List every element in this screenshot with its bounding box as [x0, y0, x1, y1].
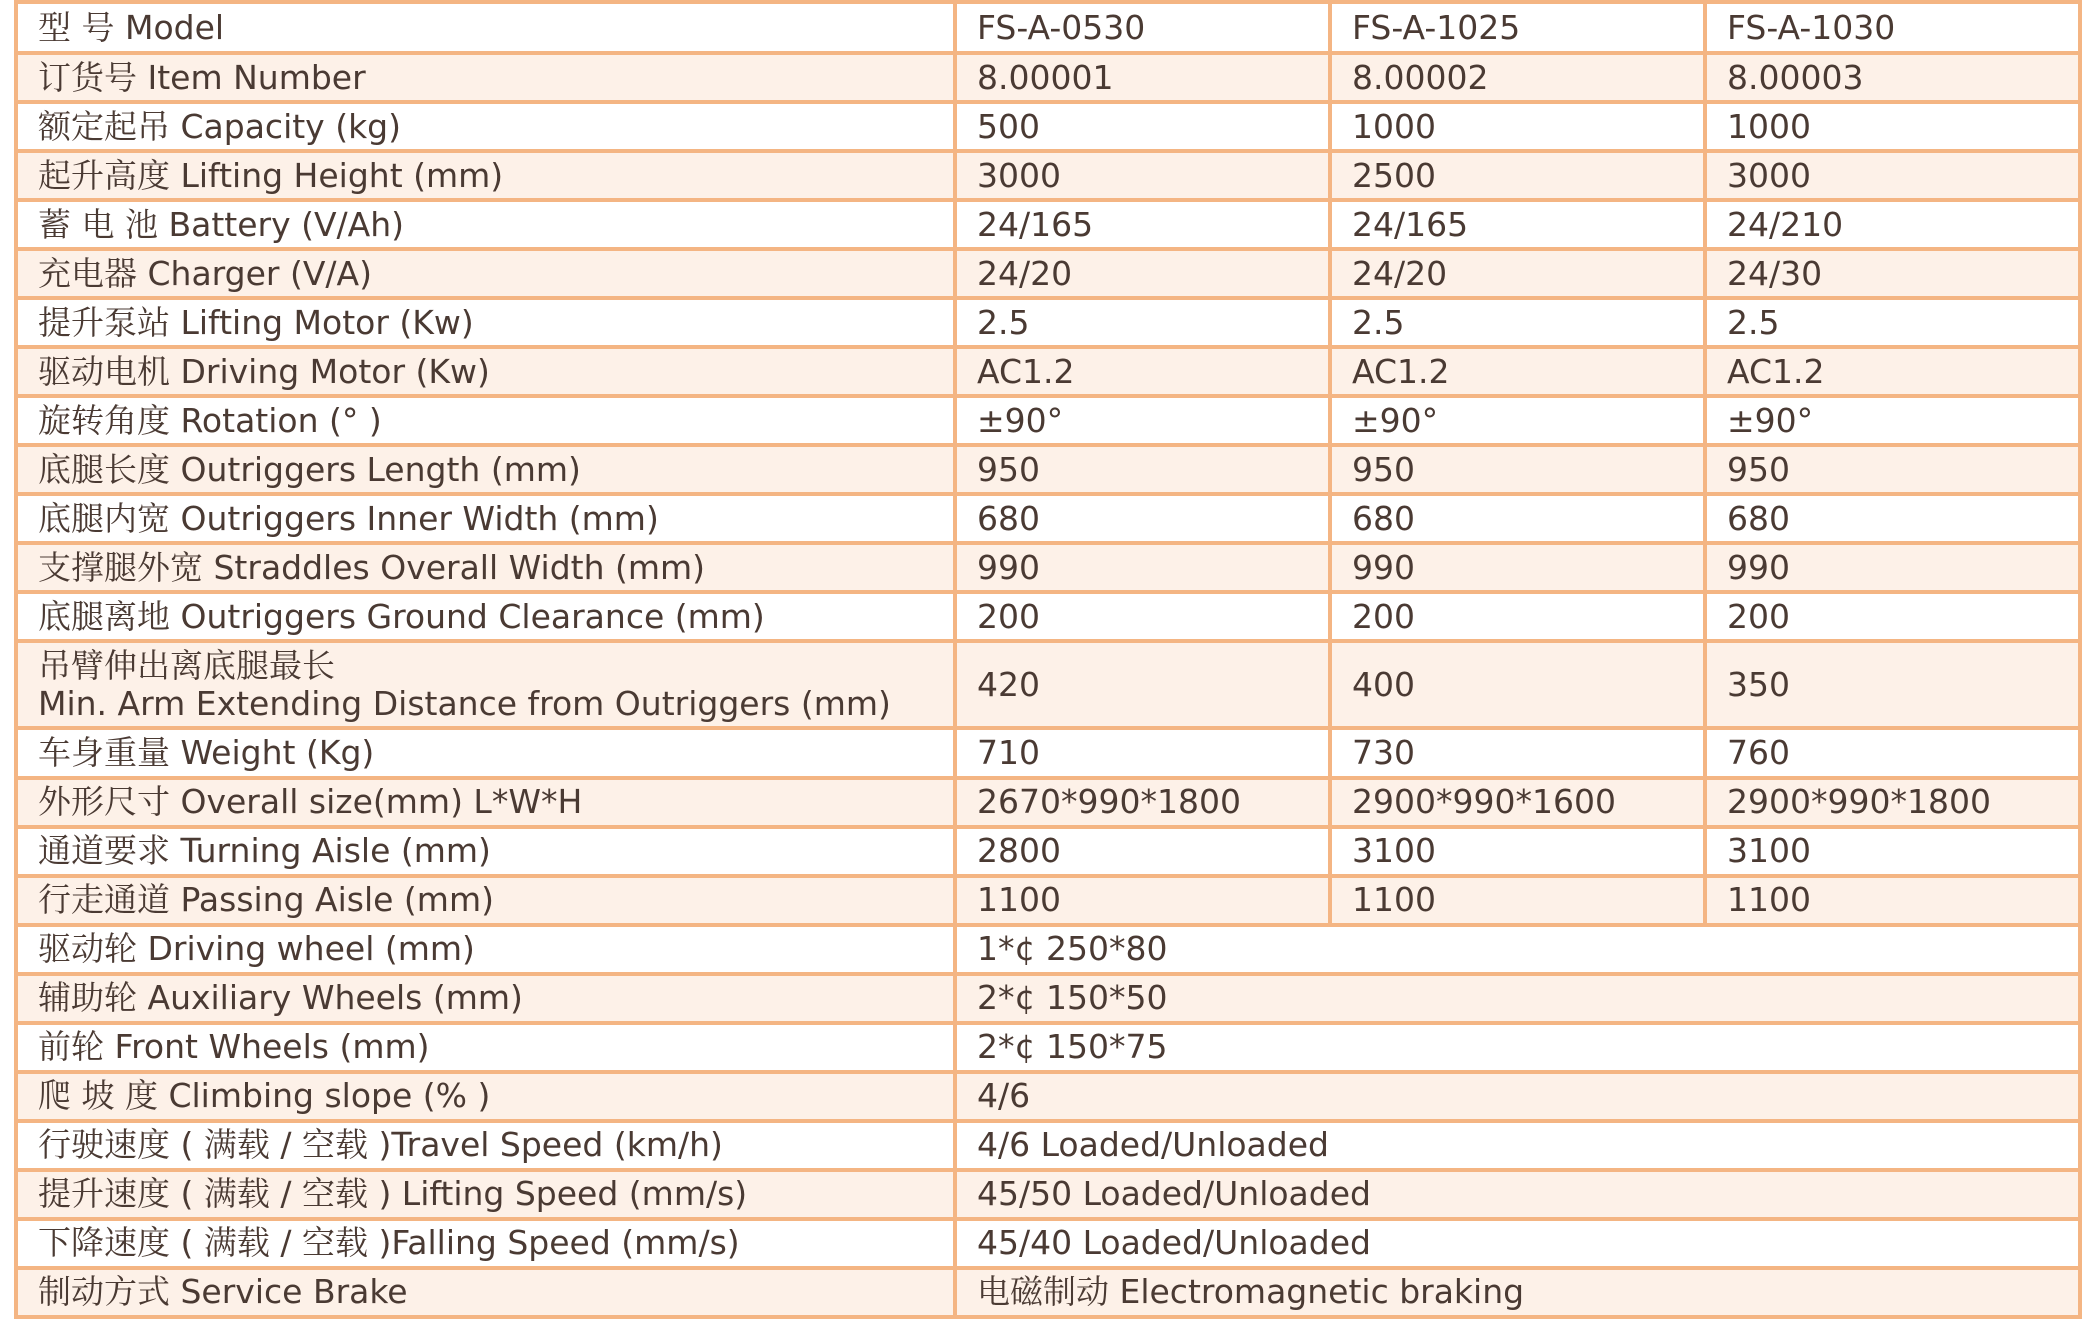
- cell-value: ±90°: [1705, 396, 2080, 445]
- cell-value: AC1.2: [1705, 347, 2080, 396]
- cell-value: 24/30: [1705, 249, 2080, 298]
- cell-value: 760: [1705, 728, 2080, 777]
- row-label: 支撑腿外宽 Straddles Overall Width (mm): [16, 543, 955, 592]
- table-row: [16, 592, 2080, 641]
- cell-value: 45/40 Loaded/Unloaded: [955, 1219, 2080, 1268]
- table-row: [16, 876, 2080, 925]
- cell-value: 990: [1330, 543, 1705, 592]
- row-label: 爬 坡 度 Climbing slope (% ): [16, 1072, 955, 1121]
- cell-value: 2500: [1330, 151, 1705, 200]
- row-label: 蓄 电 池 Battery (V/Ah): [16, 200, 955, 249]
- table-row: [16, 249, 2080, 298]
- row-label: 底腿长度 Outriggers Length (mm): [16, 445, 955, 494]
- model-name: FS-A-1025: [1330, 2, 1705, 53]
- row-label: 提升泵站 Lifting Motor (Kw): [16, 298, 955, 347]
- cell-value: 2*¢ 150*75: [955, 1023, 2080, 1072]
- table-row: [16, 1121, 2080, 1170]
- row-label: 下降速度 ( 满载 / 空载 )Falling Speed (mm/s): [16, 1219, 955, 1268]
- row-label: [16, 641, 955, 728]
- cell-value: 1000: [1330, 102, 1705, 151]
- table-row: [16, 200, 2080, 249]
- table-row: [16, 1170, 2080, 1219]
- row-label: 旋转角度 Rotation (° ): [16, 396, 955, 445]
- cell-value: ±90°: [1330, 396, 1705, 445]
- row-label: 提升速度 ( 满载 / 空载 ) Lifting Speed (mm/s): [16, 1170, 955, 1219]
- cell-value: 2*¢ 150*50: [955, 974, 2080, 1023]
- row-label: 外形尺寸 Overall size(mm) L*W*H: [16, 778, 955, 827]
- cell-value: 8.00001: [955, 53, 1330, 102]
- table-row: [16, 827, 2080, 876]
- cell-value: 3000: [955, 151, 1330, 200]
- table-row: [16, 102, 2080, 151]
- cell-value: AC1.2: [1330, 347, 1705, 396]
- table-row-model: [16, 2, 2080, 53]
- row-label: 订货号 Item Number: [16, 53, 955, 102]
- table-row: [16, 53, 2080, 102]
- model-name: FS-A-0530: [955, 2, 1330, 53]
- cell-value: 2670*990*1800: [955, 778, 1330, 827]
- row-label: 驱动电机 Driving Motor (Kw): [16, 347, 955, 396]
- cell-value: 200: [1705, 592, 2080, 641]
- table-row: [16, 1023, 2080, 1072]
- cell-value: 1000: [1705, 102, 2080, 151]
- cell-value: 950: [1330, 445, 1705, 494]
- cell-value: 730: [1330, 728, 1705, 777]
- cell-value: 2.5: [1330, 298, 1705, 347]
- table-row: [16, 543, 2080, 592]
- cell-value: 2900*990*1800: [1705, 778, 2080, 827]
- cell-value: 1100: [955, 876, 1330, 925]
- row-label: 充电器 Charger (V/A): [16, 249, 955, 298]
- cell-value: 680: [1330, 494, 1705, 543]
- cell-value: 2800: [955, 827, 1330, 876]
- spec-table: [14, 0, 2082, 1319]
- table-row: [16, 641, 2080, 728]
- cell-value: 电磁制动 Electromagnetic braking: [955, 1268, 2080, 1317]
- table-row: [16, 445, 2080, 494]
- row-label: 车身重量 Weight (Kg): [16, 728, 955, 777]
- cell-value: 3000: [1705, 151, 2080, 200]
- table-row: [16, 974, 2080, 1023]
- cell-value: 200: [955, 592, 1330, 641]
- cell-value: 3100: [1330, 827, 1705, 876]
- row-label: 通道要求 Turning Aisle (mm): [16, 827, 955, 876]
- table-row: [16, 1072, 2080, 1121]
- table-row: [16, 396, 2080, 445]
- cell-value: 200: [1330, 592, 1705, 641]
- row-label: 辅助轮 Auxiliary Wheels (mm): [16, 974, 955, 1023]
- row-label: 底腿离地 Outriggers Ground Clearance (mm): [16, 592, 955, 641]
- table-row: [16, 728, 2080, 777]
- row-label: 驱动轮 Driving wheel (mm): [16, 925, 955, 974]
- cell-value: 1*¢ 250*80: [955, 925, 2080, 974]
- row-label-line: 吊臂伸出离底腿最长: [38, 645, 335, 685]
- cell-value: 3100: [1705, 827, 2080, 876]
- cell-value: 24/210: [1705, 200, 2080, 249]
- table-row: [16, 925, 2080, 974]
- row-label: 型 号 Model: [16, 2, 955, 53]
- cell-value: 24/165: [955, 200, 1330, 249]
- model-name: FS-A-1030: [1705, 2, 2080, 53]
- row-label: 制动方式 Service Brake: [16, 1268, 955, 1317]
- table-row: [16, 1219, 2080, 1268]
- cell-value: 680: [1705, 494, 2080, 543]
- cell-value: 420: [955, 641, 1330, 728]
- row-label-line: Min. Arm Extending Distance from Outriggers (mm): [38, 683, 891, 723]
- cell-value: 500: [955, 102, 1330, 151]
- table-row: [16, 298, 2080, 347]
- table-row: [16, 151, 2080, 200]
- cell-value: 2.5: [955, 298, 1330, 347]
- cell-value: ±90°: [955, 396, 1330, 445]
- cell-value: AC1.2: [955, 347, 1330, 396]
- cell-value: 990: [955, 543, 1330, 592]
- cell-value: 400: [1330, 641, 1705, 728]
- table-row: [16, 778, 2080, 827]
- cell-value: 2900*990*1600: [1330, 778, 1705, 827]
- cell-value: 2.5: [1705, 298, 2080, 347]
- table-row: [16, 494, 2080, 543]
- cell-value: 24/20: [955, 249, 1330, 298]
- cell-value: 4/6 Loaded/Unloaded: [955, 1121, 2080, 1170]
- cell-value: 8.00002: [1330, 53, 1705, 102]
- cell-value: 45/50 Loaded/Unloaded: [955, 1170, 2080, 1219]
- row-label: 行走通道 Passing Aisle (mm): [16, 876, 955, 925]
- table-row: [16, 347, 2080, 396]
- cell-value: 990: [1705, 543, 2080, 592]
- table-row: [16, 1268, 2080, 1317]
- cell-value: 8.00003: [1705, 53, 2080, 102]
- row-label: 起升高度 Lifting Height (mm): [16, 151, 955, 200]
- cell-value: 950: [1705, 445, 2080, 494]
- cell-value: 710: [955, 728, 1330, 777]
- row-label: 行驶速度 ( 满载 / 空载 )Travel Speed (km/h): [16, 1121, 955, 1170]
- row-label: 前轮 Front Wheels (mm): [16, 1023, 955, 1072]
- cell-value: 24/165: [1330, 200, 1705, 249]
- cell-value: 1100: [1330, 876, 1705, 925]
- row-label: 底腿内宽 Outriggers Inner Width (mm): [16, 494, 955, 543]
- cell-value: 24/20: [1330, 249, 1705, 298]
- cell-value: 350: [1705, 641, 2080, 728]
- row-label: 额定起吊 Capacity (kg): [16, 102, 955, 151]
- cell-value: 4/6: [955, 1072, 2080, 1121]
- cell-value: 680: [955, 494, 1330, 543]
- cell-value: 1100: [1705, 876, 2080, 925]
- cell-value: 950: [955, 445, 1330, 494]
